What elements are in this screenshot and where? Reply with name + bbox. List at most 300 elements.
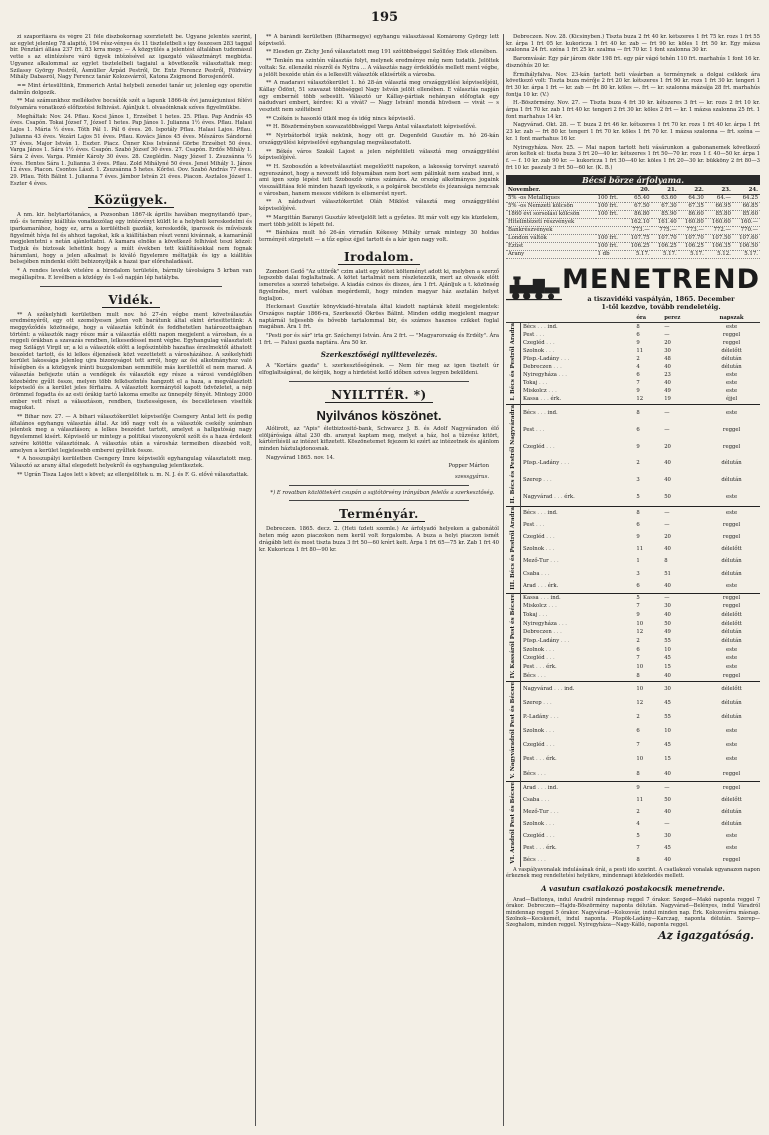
leader-dots: . . . bbox=[556, 620, 567, 627]
minute-cell: 10 bbox=[664, 646, 671, 653]
minute-cell: 45 bbox=[664, 845, 671, 852]
table-cell: 5% -os Nemzeti kölcsön bbox=[506, 203, 596, 211]
period-cell: este bbox=[726, 582, 738, 589]
table-cell: 100 frt. bbox=[596, 203, 625, 211]
leader-dots: . . . bbox=[548, 714, 559, 721]
timetable-row bbox=[506, 611, 760, 620]
period-cell: éjjel bbox=[725, 396, 738, 403]
timetable-row bbox=[506, 672, 760, 681]
paragraph: Zombori Gedő "Az uttörők" czim alatt egy kötet költeményt adott ki, melyben a szerző legszebb dalai foglaltatnak. A kötet tartalmát nem részletezzük, mert az olvasók előtt ismeretes a szerző tehetsége. A kiadás csinos és diszes, ára 1 frt. Ajánljuk a t. közönség figyelmébe, mert valóban megérdemli, hogy minden magyar ház asztalán helyet foglaljon. bbox=[259, 268, 499, 302]
hour-cell: 10 bbox=[634, 681, 662, 696]
section-title: NYILTTÉR. *) bbox=[325, 388, 432, 403]
leader-dots: . . . bbox=[552, 493, 565, 500]
station-name: Pest bbox=[523, 756, 535, 763]
station-cell bbox=[521, 843, 635, 855]
period-cell: délután bbox=[721, 363, 742, 370]
route-label bbox=[506, 593, 521, 681]
leader-dots: . . . bbox=[535, 409, 548, 416]
column-divider bbox=[255, 34, 256, 1126]
station-name: Csaba bbox=[523, 797, 540, 804]
table-cell: 86.80 bbox=[625, 211, 652, 219]
hour-cell: 6 bbox=[636, 371, 640, 378]
paragraph: ** Bánháza mult hó 26-án virradán Kékessy Mihály urnak mintegy 30 holdas terményét sürgetett — a tűz egész éjjel tartott és a kár igen nagy volt. bbox=[259, 230, 499, 243]
minute-cell: 40 bbox=[664, 363, 671, 370]
timetable-row bbox=[506, 355, 760, 363]
table-row bbox=[506, 203, 760, 211]
header-cell: November. bbox=[506, 187, 625, 195]
timetable-row bbox=[506, 331, 760, 339]
hour-cell: 11 bbox=[636, 347, 644, 354]
station-cell bbox=[521, 663, 635, 672]
period-cell: reggel bbox=[722, 857, 741, 864]
station-name: Debreczen bbox=[523, 363, 552, 370]
hour-cell: 12 bbox=[636, 396, 644, 403]
hour-cell: 10 bbox=[636, 664, 644, 671]
minute-cell: 23 bbox=[664, 371, 671, 378]
station-name: Bécs bbox=[523, 770, 536, 777]
period-cell: reggel bbox=[722, 331, 741, 338]
table-cell: 770.— bbox=[733, 227, 760, 235]
arrival-mark: érk. bbox=[546, 845, 557, 852]
arrival-mark: érk. bbox=[547, 582, 559, 589]
station-cell bbox=[521, 819, 635, 831]
divider bbox=[289, 381, 469, 382]
period-cell: este bbox=[726, 833, 738, 840]
header-cell: 20. bbox=[625, 187, 652, 195]
minute-cell: 20 bbox=[664, 339, 671, 346]
station-cell bbox=[521, 472, 635, 489]
station-name: Pest bbox=[523, 845, 535, 852]
timetable-row bbox=[506, 439, 760, 456]
table-row bbox=[506, 251, 760, 259]
leader-dots: . . . bbox=[551, 363, 562, 370]
paragraph: Arad—Battonya, indul Aradról mindennap reggel 7 órakor. Szeged—Makó naponta reggel 7 órakor. Debreczen—Hajdu-Böszörmény naponta délután. Nagyvárad—Belényes, indul Váradról mindennap reggel 5 órakor. Nagyvárad—Kolozsvár, indul minden nap. Érk. Kolozsvárra másnap. Szolnok—Kecskemét, indul naponta. Püspök-Ladány—Karczag, naponta délután. Szerep—Szeghalom, minden reggel. Nyiregyháza—Nagy-Kálló, naponta reggel. bbox=[506, 896, 760, 929]
timetable-row bbox=[506, 404, 760, 422]
hour-cell: 6 bbox=[636, 646, 640, 653]
table-cell: Ezüst bbox=[506, 243, 596, 251]
timetable-row bbox=[506, 339, 760, 347]
timetable-row bbox=[506, 831, 760, 843]
minute-cell: 10 bbox=[664, 728, 671, 735]
hour-cell: 11 bbox=[636, 797, 644, 804]
leader-dots: . . . bbox=[535, 785, 548, 792]
section-heading-videk bbox=[10, 294, 252, 307]
section-heading-kozugyek bbox=[10, 194, 252, 207]
minute-cell: 45 bbox=[664, 700, 671, 707]
paragraph: "Pesti por és sár" irta gr. Széchenyi István. Ára 2 frt. — "Magyarország és Erdély". Ára 1 frt. — Falusi gazda naptára. Ára 50 kr. bbox=[259, 333, 499, 346]
period-cell: délelőtt bbox=[703, 681, 760, 696]
station-cell bbox=[521, 568, 635, 580]
table-cell: 160.60 bbox=[706, 219, 733, 227]
hour-cell: 7 bbox=[636, 655, 640, 662]
minute-cell: 45 bbox=[664, 742, 671, 749]
station-name: Tokaj bbox=[523, 380, 538, 386]
station-cell bbox=[521, 611, 635, 620]
hour-cell: 6 bbox=[636, 582, 640, 589]
hour-cell: 6 bbox=[636, 426, 640, 433]
route-label bbox=[506, 681, 521, 781]
timetable-row bbox=[506, 520, 760, 532]
minute-cell: — bbox=[664, 331, 670, 338]
leader-dots: . . . bbox=[534, 845, 547, 852]
timetable-row bbox=[506, 347, 760, 355]
station-name: Pest bbox=[523, 522, 535, 529]
timetable-row bbox=[506, 753, 760, 767]
minute-cell: 50 bbox=[664, 620, 671, 627]
divider bbox=[289, 500, 469, 501]
table-cell: 64.— bbox=[706, 195, 733, 203]
table-cell: 162.10 bbox=[625, 219, 652, 227]
market-report: H.-Böszörmény. Nov. 27. — Tiszta buza 4 frt 30 kr. kétszeres 3 frt — kr. rozs 2 frt 10 kr. árpa 1 frt 70 kr. zab 1 frt 40 kr. tengeri 2 frt 30 kr. köles 2 frt — kr. 1 mázsa szalonna 25 frt. 1 font marhahus 14 kr. bbox=[506, 100, 760, 120]
period-cell: este bbox=[726, 646, 738, 653]
paragraph: A "Kortárs gazda" t. szerkesztőségének. — Nem fér meg az igen tisztelt úr elfoglaltságával, de kérjük, hogy a hirdetést kellő időben szives legyen beküldeni. bbox=[259, 363, 499, 377]
table-cell: 107.60 bbox=[733, 235, 760, 243]
station-cell bbox=[521, 711, 635, 725]
leader-dots: . . . bbox=[535, 770, 546, 777]
hour-cell: 8 bbox=[634, 323, 662, 332]
period-cell: reggel bbox=[722, 339, 741, 346]
column-middle bbox=[259, 34, 499, 1126]
station-name: Pest bbox=[523, 426, 535, 433]
table-cell: 106.25 bbox=[625, 243, 652, 251]
station-cell bbox=[521, 363, 635, 371]
timetable-row bbox=[506, 363, 760, 371]
station-name: Debreczen bbox=[523, 629, 552, 636]
paragraph: ** A madaravi választókerület 1. hó 28-án választá meg országgyülési képviselőjéül, Kállay Ödönt, 51 szavazat többséggel Nagy István jelölt ellenében. E választás napján egy embernél több sebesült. Választó ur Kállay-pártiak nehányan előfogtak egy nádudvari embert, kérdve: Ki a vivát? — Nagy István! mondá hüvösen — vivát — s vesztett nem széltében! bbox=[259, 80, 499, 114]
station-cell bbox=[521, 331, 635, 339]
timetable-row bbox=[506, 739, 760, 753]
station-name: Nagyvárad bbox=[523, 493, 553, 500]
period-cell: este bbox=[726, 756, 738, 763]
leader-dots: . . . bbox=[546, 388, 557, 395]
table-cell: 64.30 bbox=[679, 195, 706, 203]
timetable-title: MENETREND bbox=[561, 264, 760, 296]
timetable-row bbox=[506, 646, 760, 655]
stock-exchange-heading: Bécsi börze árfolyama. bbox=[506, 175, 760, 185]
hour-cell: 10 bbox=[636, 620, 644, 627]
station-cell bbox=[521, 404, 635, 422]
timetable-row bbox=[506, 663, 760, 672]
period-cell: este bbox=[703, 323, 760, 332]
paragraph: zi szaporitásra és végre 21 féle diszbokornag szerztetett be. Ugyane jelentés szerint, az egylet jelenleg 78 alapitó, 194 rész-vényes és 11 tiszteletbeli s igy összesen 283 taggal bir. Pénztári állása 237 frt. 83 krra megy. — A közgyülés a jelentést általában tudomásul vette s az elintézésre váró ügyek intézésével az igazgató választmányt megbizta. Ugyanez alkalommal az egylet tisztelelbeli tagjaiul a következők választattak meg: Szilassy György Pestről, Ásmüller Árpád Pestről, Dr. Entz Ferencz Pestről, Földváry Mihály Dabasról, Nagy Ferencz tanár Kolozsvárról, Katona Zsigmond Borosjenőről. bbox=[10, 34, 252, 81]
leader-dots: . . . bbox=[535, 509, 548, 516]
route-label-text: V. Nagyváradról Pest és Bécsre bbox=[509, 681, 516, 779]
minute-cell: 49 bbox=[664, 629, 671, 636]
station-name: Bécs bbox=[523, 323, 536, 330]
timetable-banner bbox=[506, 265, 760, 311]
period-cell: este bbox=[726, 388, 738, 395]
railway-timetable bbox=[506, 315, 760, 867]
station-cell bbox=[521, 831, 635, 843]
table-row bbox=[506, 211, 760, 219]
station-name: Püsp.-Ladány bbox=[523, 355, 560, 362]
route-label bbox=[506, 323, 521, 404]
minute-cell: 20 bbox=[664, 534, 671, 541]
route-label-text: I. Bécs és Pestről Aradra bbox=[509, 323, 516, 401]
route-label-text: II. Bécs és Pestről Nagyváradra bbox=[509, 404, 516, 504]
leader-dots: . . . bbox=[535, 582, 548, 589]
station-name: Bécs bbox=[523, 672, 536, 679]
minute-cell: 40 bbox=[664, 460, 671, 467]
minute-cell: 40 bbox=[664, 380, 671, 386]
station-cell bbox=[521, 455, 635, 472]
station-cell bbox=[521, 339, 635, 347]
locomotive-icon bbox=[506, 267, 562, 309]
leader-dots: . . . bbox=[541, 700, 552, 707]
hour-cell: 6 bbox=[636, 522, 640, 529]
station-cell bbox=[521, 637, 635, 646]
station-name: Kassa bbox=[523, 396, 539, 403]
timetable-row bbox=[506, 379, 760, 387]
hour-cell: 2 bbox=[636, 355, 640, 362]
minute-cell: 50 bbox=[664, 493, 671, 500]
leader-dots: . . . bbox=[544, 742, 555, 749]
table-cell: 5.17. bbox=[733, 251, 760, 259]
minute-cell: 30 bbox=[664, 833, 671, 840]
station-cell bbox=[521, 489, 635, 507]
hour-cell: 8 bbox=[636, 857, 640, 864]
column-right bbox=[506, 34, 760, 1126]
table-cell: 67.35 bbox=[679, 203, 706, 211]
table-cell: 67.50 bbox=[625, 203, 652, 211]
hour-cell: 7 bbox=[636, 603, 640, 610]
leader-dots: . . . bbox=[535, 857, 546, 864]
table-cell: London váltók bbox=[506, 235, 596, 243]
station-name: Czegléd bbox=[523, 742, 545, 749]
period-cell: reggel bbox=[722, 426, 741, 433]
period-cell: reggel bbox=[722, 672, 741, 679]
table-cell bbox=[596, 227, 625, 235]
leader-dots: . . . bbox=[534, 522, 545, 529]
section-title: Irodalom. bbox=[338, 250, 420, 265]
leader-dots: . . . bbox=[544, 339, 555, 346]
hour-cell: 8 bbox=[636, 770, 640, 777]
station-name: Czegléd bbox=[523, 655, 545, 662]
minute-cell: 20 bbox=[664, 443, 671, 450]
hour-cell: 5 bbox=[636, 493, 640, 500]
route-label bbox=[506, 782, 521, 867]
period-cell: este bbox=[726, 493, 738, 500]
period-cell: este bbox=[726, 664, 738, 671]
table-row bbox=[506, 219, 760, 227]
station-cell bbox=[521, 655, 635, 664]
station-name: Czegléd bbox=[523, 534, 545, 541]
hour-cell: 9 bbox=[636, 339, 640, 346]
leader-dots: . . . bbox=[544, 655, 555, 662]
station-name: Püsp.-Ladány bbox=[523, 638, 560, 645]
section-heading-nyiltter bbox=[259, 389, 499, 402]
station-name: Miskolcz bbox=[523, 388, 547, 395]
station-cell bbox=[521, 532, 635, 544]
table-cell: 161.40 bbox=[652, 219, 679, 227]
table-row bbox=[506, 235, 760, 243]
route-label-text: VI. Aradról Pest és Bécsre bbox=[509, 782, 516, 865]
table-cell: 1 db bbox=[596, 251, 625, 259]
hour-cell: 2 bbox=[636, 809, 640, 816]
station-name: Mező-Tur bbox=[523, 809, 549, 816]
paragraph: * A rendes levelek vitelére a birodalom területén, bármily távolságra 5 krban van megállapítva. E levélben a közlégy és 1-ső napján lép hatályba. bbox=[10, 268, 252, 281]
timetable-row bbox=[506, 395, 760, 404]
period-cell: délelőtt bbox=[721, 612, 742, 619]
station-name: Szolnok bbox=[523, 347, 545, 354]
hour-cell: 8 bbox=[634, 404, 662, 422]
column-divider bbox=[503, 34, 504, 1126]
arrival-mark: érk. bbox=[564, 493, 575, 500]
hour-cell: 8 bbox=[634, 507, 662, 520]
minute-cell: 30 bbox=[662, 681, 703, 696]
table-cell: 100 frt. bbox=[596, 243, 625, 251]
section-heading-termenyar bbox=[259, 508, 499, 521]
hour-cell: 9 bbox=[636, 612, 640, 619]
station-cell bbox=[521, 520, 635, 532]
route-label bbox=[506, 404, 521, 506]
paragraph: ** H. Szoboszlón a követválasztást megelőzött napokon, a lakosság torvényt szavató egyenszánot, hogy a nevezett idő folyamában nem bort sem pálinkát nem szabad inni, s ami igen szép lépést tett Szoboszló város számára. Az ország alkotmányos jogaink visszaállitása felé minden hazafi igyekszik, s a polgárok becsülete és józansága nemcsak e városban, hanem messze vidéken is elismerést nyert. bbox=[259, 163, 499, 197]
header-cell: 22. bbox=[679, 187, 706, 195]
signature-name: Popper Márton bbox=[448, 463, 489, 470]
paragraph: ** Bihar nov. 27. — A bihari választókerület képviselője Csengery Antal lett és pedig általános egyhangu választás által. Az idő nagy volt és a választók csekély számban jelentek meg a választáson; a lelkes beszédet tartott, amelyet a hallgatóság nagy figyelemmel kisért. Képviselő ur mintegy a politikai viszonyokról szólt és a haza érdekeit szivére kötötte választóinak. A választás után a városház termeiben díszebéd volt, amelyen a kerület legjelesebb emberei gyűltek össze. bbox=[10, 414, 252, 454]
timetable-row bbox=[506, 472, 760, 489]
table-cell: 106.25 bbox=[652, 243, 679, 251]
table-cell: Arany bbox=[506, 251, 596, 259]
table-cell: 773.— bbox=[679, 227, 706, 235]
leader-dots: . . . bbox=[535, 323, 548, 330]
leader-dots: . . . bbox=[537, 612, 548, 619]
period-cell: délután bbox=[721, 355, 742, 362]
leader-dots: . . . bbox=[541, 476, 552, 483]
station-name: Szolnok bbox=[523, 821, 545, 828]
arrival-mark: ind. bbox=[547, 323, 558, 330]
period-cell: reggel bbox=[722, 770, 741, 777]
header-cell: perez bbox=[662, 315, 703, 322]
minute-cell: — bbox=[662, 782, 703, 795]
market-report: Nagyvárad. Okt. 28. — T. buza 2 frt 46 kr. kétszeres 1 frt 70 kr. rozs 1 frt 40 kr. árpa 1 frt 23 kr. zab — frt 80 kr. tengeri 1 frt 70 kr. köles 1 frt 70 kr. 1 mázsa szalonna — frt. széna — kr. 1 font marhahus 16 kr. bbox=[506, 122, 760, 142]
hour-cell: 9 bbox=[636, 534, 640, 541]
table-cell: 5.17. bbox=[679, 251, 706, 259]
hour-cell: 6 bbox=[636, 728, 640, 735]
timetable-row bbox=[506, 489, 760, 507]
route-label bbox=[506, 507, 521, 594]
timetable-row bbox=[506, 855, 760, 867]
period-cell: délután bbox=[721, 809, 742, 816]
station-cell bbox=[521, 323, 635, 332]
leader-dots: . . . bbox=[544, 534, 555, 541]
table-cell: 107.50 bbox=[706, 235, 733, 243]
table-cell: 107.70 bbox=[679, 235, 706, 243]
timetable-row bbox=[506, 455, 760, 472]
minute-cell: — bbox=[664, 821, 670, 828]
period-cell: este bbox=[726, 728, 738, 735]
station-cell bbox=[521, 347, 635, 355]
station-name: Miskolcz bbox=[523, 603, 547, 610]
table-cell: 160.— bbox=[733, 219, 760, 227]
timetable-subtitle: a tiszavidéki vaspályán, 1865. December bbox=[587, 295, 735, 304]
station-name: Tokaj bbox=[523, 612, 538, 619]
timetable-row bbox=[506, 580, 760, 593]
leader-dots: . . . bbox=[552, 685, 565, 692]
station-name: Pest bbox=[523, 331, 535, 338]
table-cell: Bankrészvények bbox=[506, 227, 596, 235]
table-cell: 66.85 bbox=[733, 203, 760, 211]
station-name: Czegléd bbox=[523, 339, 545, 346]
table-cell: Hitelintézeti részvények bbox=[506, 219, 596, 227]
hour-cell: 7 bbox=[636, 742, 640, 749]
station-cell bbox=[521, 696, 635, 710]
arrival-mark: érk. bbox=[546, 664, 557, 671]
period-cell: délután bbox=[721, 821, 742, 828]
hour-cell: 7 bbox=[636, 845, 640, 852]
leader-dots: . . . bbox=[539, 797, 550, 804]
timetable-row bbox=[506, 371, 760, 379]
page-number: 195 bbox=[370, 10, 399, 25]
station-cell bbox=[521, 379, 635, 387]
paragraph: ** Békés város Szakál Lajost a jelen népfelületi választá meg országgyülési képviselőjévé. bbox=[259, 148, 499, 162]
hour-cell: 5 bbox=[634, 593, 662, 602]
date-location: Nagyvárad 1865. nov. 14. bbox=[266, 454, 335, 461]
station-cell bbox=[521, 629, 635, 638]
period-cell: délután bbox=[721, 558, 742, 565]
station-cell bbox=[521, 507, 635, 520]
station-cell bbox=[521, 646, 635, 655]
timetable-row bbox=[506, 767, 760, 782]
arrival-mark: ind. bbox=[547, 409, 558, 416]
timetable-row bbox=[506, 843, 760, 855]
paragraph: ** Ugrán Tisza Lajos lett s követ; az ellenjelöltek u. m. N. J. és F. G. elővé választattak. bbox=[17, 471, 249, 478]
station-cell bbox=[521, 767, 635, 782]
station-name: Bécs bbox=[523, 857, 536, 864]
timetable-row bbox=[506, 725, 760, 739]
table-row bbox=[506, 195, 760, 203]
period-cell: délután bbox=[721, 700, 742, 707]
paragraph: ** A bárándi kerületben (Biharmegye) egyhangu választással Komáromy György lett képviselő. bbox=[259, 34, 499, 47]
station-name: Mező-Tur bbox=[523, 558, 549, 565]
timetable-row bbox=[506, 593, 760, 602]
section-title: Terményár. bbox=[333, 507, 425, 522]
table-cell: 106.25 bbox=[679, 243, 706, 251]
table-cell: 65.40 bbox=[625, 195, 652, 203]
period-cell: reggel bbox=[722, 534, 741, 541]
period-cell: este bbox=[703, 404, 760, 422]
paragraph: ** A nádudvari választókerület Oláh Miklóst választá meg országgyülési képviselőjévé. bbox=[259, 199, 499, 213]
period-cell: este bbox=[726, 742, 738, 749]
table-header-row bbox=[506, 315, 760, 322]
station-name: Kassa bbox=[523, 594, 539, 601]
paragraph: A vaspályavonalak indulásának órái, a pesti ido szerint. A csatlakozó vonalak ugyanazon napon érkeznek meg rendeltetési helyükre, mindennapi közlekedés mellett. bbox=[506, 866, 760, 880]
station-name: Arad bbox=[523, 785, 536, 792]
leader-dots: . . . bbox=[544, 833, 555, 840]
leader-dots: . . . bbox=[544, 546, 555, 553]
leader-dots: . . . bbox=[559, 460, 570, 467]
minute-cell: 30 bbox=[664, 347, 671, 354]
timetable-row bbox=[506, 507, 760, 520]
minute-cell: 30 bbox=[664, 603, 671, 610]
period-cell: délután bbox=[721, 629, 742, 636]
minute-cell: 40 bbox=[664, 546, 671, 553]
minute-cell: — bbox=[664, 426, 670, 433]
period-cell: délután bbox=[721, 638, 742, 645]
station-cell bbox=[521, 422, 635, 439]
station-name: Szolnok bbox=[523, 728, 545, 735]
period-cell: délután bbox=[721, 476, 742, 483]
station-name: Czegléd bbox=[523, 443, 545, 450]
leader-dots: . . . bbox=[539, 570, 550, 577]
table-cell: 85.80 bbox=[706, 211, 733, 219]
divider bbox=[40, 286, 222, 287]
timetable-row bbox=[506, 556, 760, 568]
timetable-row bbox=[506, 629, 760, 638]
station-name: Arad bbox=[523, 582, 536, 589]
minute-cell: 8 bbox=[664, 558, 668, 565]
station-cell bbox=[521, 672, 635, 681]
